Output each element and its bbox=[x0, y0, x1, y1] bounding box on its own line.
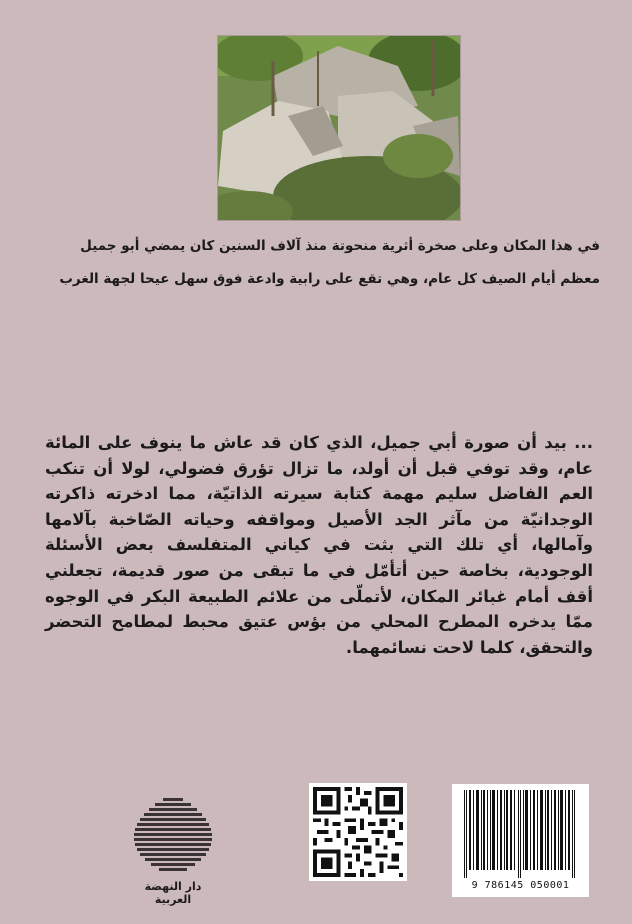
publisher-logo bbox=[130, 796, 216, 874]
photo-caption-line-2: معظم أيام الصيف كل عام، وهي تقع على رابية وادعة فوق سهل عيحا لجهة الغرب bbox=[59, 271, 600, 287]
cover-photo bbox=[217, 35, 461, 221]
photo-caption-line-1: في هذا المكان وعلى صخرة أثرية منحوتة منذ آلاف السنين كان يمضي أبو جميل bbox=[80, 238, 600, 254]
isbn-number: 9 786145 050001 bbox=[471, 880, 570, 891]
qr-code bbox=[309, 783, 407, 881]
back-cover-blurb: ... بيد أن صورة أبي جميل، الذي كان قد عاش ما ينوف على المائة عام، وقد توفي قبل أن أولد، ما تزال تؤرق فضولي، لولا أن تنكب العم الفاضل سليم مهمة كتابة سيرته الذاتيّة، مما ادخرته ذاكرته الوجدانيّة من مآثر الجد الأصيل ومواقفه وحياته الصّاخبة بآلامها وآمالها، أي تلك التي بثت في كياني المتفلسف بعض الأسئلة الوجودية، بخاصة حين أتأمّل في ما تبقى من صور قديمة، تجعلني أقف أمام غبائر المكان، لأتملّى من علائم الطبيعة البكر في الوجوه ممّا يدخره المطرح المحلي من بؤس عتيق محبط لمطامح التحضر والتحقق، كلما لاحت نسائمهما. bbox=[45, 433, 593, 657]
publisher-name: دار النهضة العربية bbox=[144, 880, 202, 906]
